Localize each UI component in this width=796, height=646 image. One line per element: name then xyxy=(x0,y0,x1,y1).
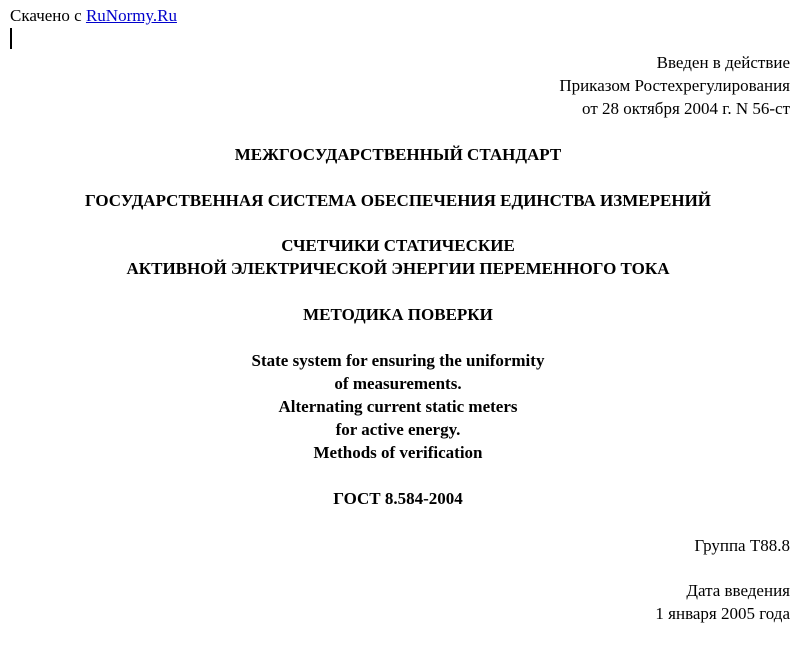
english-title-line-1: State system for ensuring the uniformity xyxy=(251,351,545,370)
source-line xyxy=(10,6,177,26)
system-name-heading: ГОСУДАРСТВЕННАЯ СИСТЕМА ОБЕСПЕЧЕНИЯ ЕДИНСТВА ИЗМЕРЕНИЙ xyxy=(84,191,712,210)
effective-date-label: Дата введения xyxy=(686,581,790,600)
standard-type-heading: МЕЖГОСУДАРСТВЕННЫЙ СТАНДАРТ xyxy=(234,145,562,164)
introduced-block xyxy=(559,51,790,120)
english-title-line-3: Alternating current static meters xyxy=(278,397,518,416)
subject-heading-line-2: АКТИВНОЙ ЭЛЕКТРИЧЕСКОЙ ЭНЕРГИИ ПЕРЕМЕННОГО ТОКА xyxy=(126,259,670,278)
english-title-line-2: of measurements. xyxy=(334,374,462,393)
effective-date-block xyxy=(655,579,790,625)
subject-heading-line-1: СЧЕТЧИКИ СТАТИЧЕСКИЕ xyxy=(281,236,515,255)
introduced-line-1: Введен в действие xyxy=(656,53,790,72)
method-title-heading: МЕТОДИКА ПОВЕРКИ xyxy=(303,305,493,324)
introduced-line-2: Приказом Ростехрегулирования xyxy=(559,76,790,95)
text-cursor xyxy=(10,28,12,49)
source-prefix: Скачено с xyxy=(10,6,86,25)
standard-number: ГОСТ 8.584-2004 xyxy=(333,489,463,508)
source-link[interactable]: RuNormy.Ru xyxy=(85,6,177,25)
group-code: Группа Т88.8 xyxy=(694,536,790,555)
effective-date-value: 1 января 2005 года xyxy=(655,604,790,623)
english-title-line-5: Methods of verification xyxy=(313,443,483,462)
english-title-line-4: for active energy. xyxy=(335,420,461,439)
introduced-line-3: от 28 октября 2004 г. N 56-ст xyxy=(582,99,790,118)
